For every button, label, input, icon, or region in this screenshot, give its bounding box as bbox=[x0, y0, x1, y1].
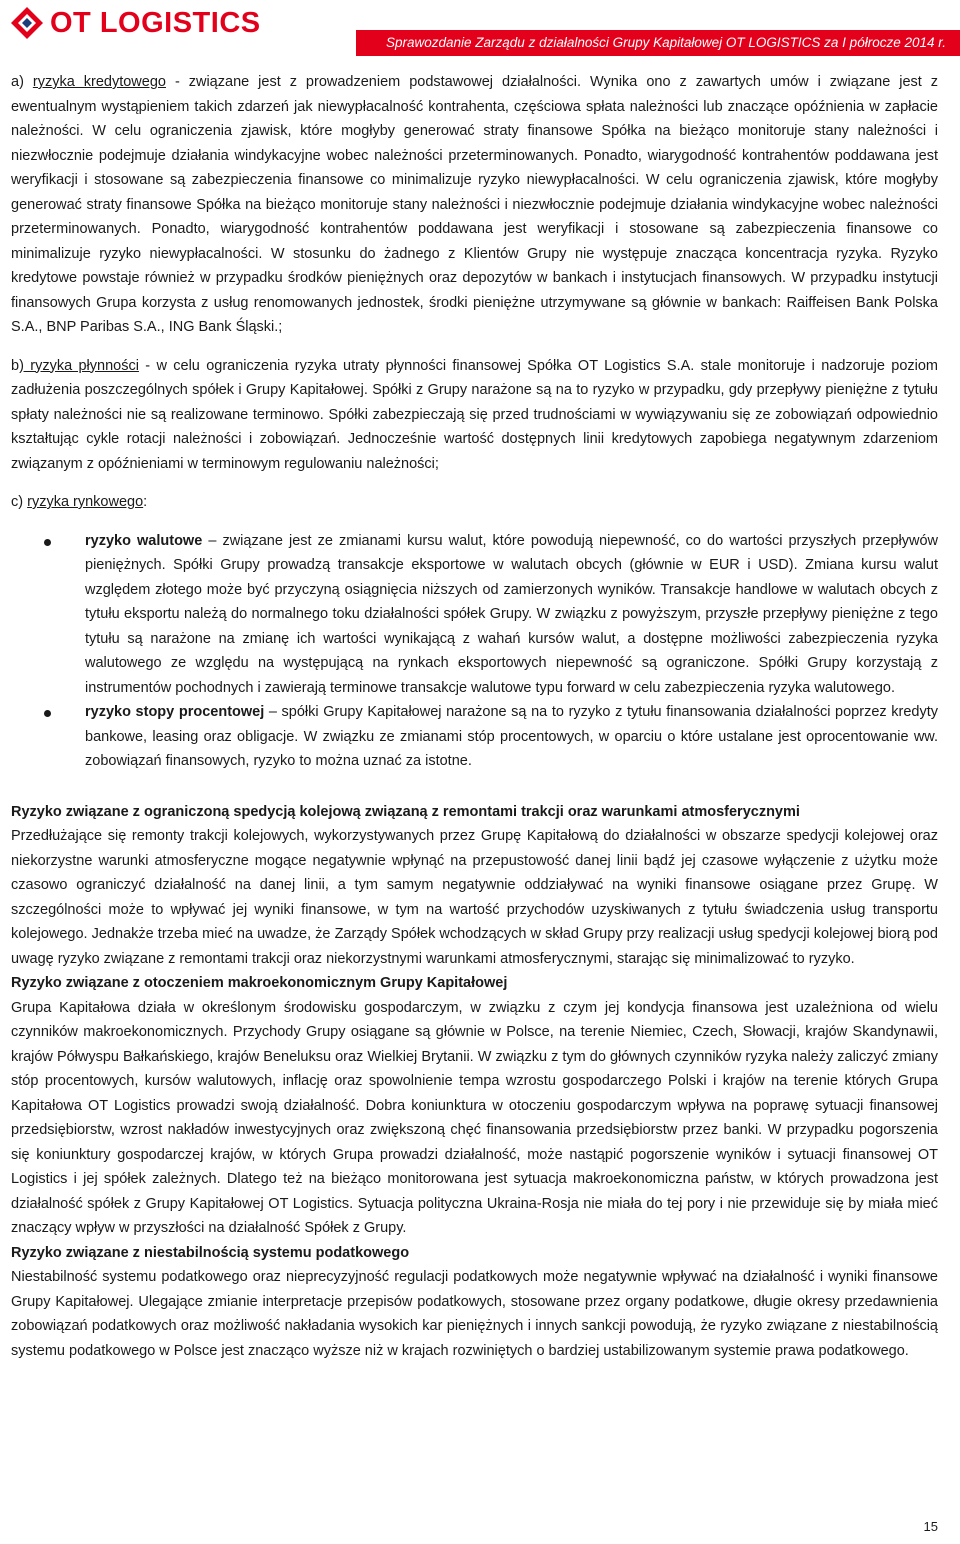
item-prefix: a) bbox=[11, 74, 33, 90]
paragraph-text: - w celu ograniczenia ryzyka utraty płynności finansowej Spółka OT Logistics S.A. stale monitoruje i nadzoruje poziom zadłużenia poszczególnych spółek i Grupy Kapitałowej. Spółki z Grupy narażone są na to ryzyko w przypadku, gdy przepływy pieniężne z tytułu spłaty należności nie są realizowane terminowo. Spółki zabezpieczają się przed trudnościami w wywiązywaniu się ze zobowiązań odpowiednio kształtując cykle rotacji należności i zobowiązań. Jednocześnie wartość dostępnych linii kredytowych zapobiega negatywnym zdarzeniom związanym z opóźnieniami w terminowym regulowaniu należności; bbox=[11, 357, 938, 472]
list-item bbox=[11, 700, 938, 774]
section-heading: Ryzyko związane z ograniczoną spedycją kolejową związaną z remontami trakcji oraz warunkami atmosferycznymi bbox=[11, 803, 800, 820]
section-heading: Ryzyko związane z niestabilnością systemu podatkowego bbox=[11, 1244, 410, 1261]
paragraph-market-risk bbox=[11, 490, 938, 515]
item-suffix: : bbox=[143, 494, 148, 510]
section-heading: Ryzyko związane z otoczeniem makroekonomicznym Grupy Kapitałowej bbox=[11, 975, 508, 991]
paragraph-text: - związane jest z prowadzeniem podstawowej działalności. Wynika ono z zawartych umów i związane jest z ewentualnym wystąpieniem takich zdarzeń jak niewypłacalność kontrahenta, częściowa spłata należności lub znaczące opóźnienia w zapłacie należności. W celu ograniczenia zjawisk, które mogłyby generować straty finansowe Spółka na bieżąco monitoruje stany należności i niezwłocznie podejmuje działania windykacyjne wobec należności przeterminowanych. Ponadto, wiarygodność kontrahentów poddawana jest weryfikacji i stosowane są zabezpieczenia finansowe co minimalizuje ryzyko niewypłacalności. W celu ograniczenia zjawisk, które mogłyby generować straty finansowe Spółka na bieżąco monitoruje stany należności i niezwłocznie podejmuje działania windykacyjne wobec należności przeterminowanych. Ponadto, wiarygodność kontrahentów poddawana jest weryfikacji i stosowane są zabezpieczenia finansowe co minimalizuje ryzyko niewypłacalności. W stosunku do żadnego z Klientów Grupy nie występuje znacząca koncentracja ryzyka. Ryzyko kredytowe powstaje również w przypadku środków pieniężnych oraz depozytów w bankach i instytucjach finansowych. W przypadku instytucji finansowych Grupa korzysta z usług renomowanych jednostek, środki pieniężne utrzymywane są głównie w bankach: Raiffeisen Bank Polska S.A., BNP Paribas S.A., ING Bank Śląski.; bbox=[11, 74, 939, 335]
diamond-logo-icon bbox=[10, 6, 44, 40]
bullet-icon bbox=[44, 710, 51, 717]
page-header bbox=[0, 0, 960, 62]
market-risk-list bbox=[11, 529, 938, 774]
term-credit-risk: ryzyka kredytowego bbox=[32, 74, 166, 90]
bullet-term: ryzyko stopy procentowej bbox=[85, 704, 265, 720]
bullet-text: – związane jest ze zmianami kursu walut, które powodują niepewność, co do wartości przyszłych przepływów pieniężnych. Spółki Grupy prowadzą transakcje eksportowe w walutach obcych (głównie w EUR i USD). Zmiana kursu walut względem złotego może być przyczyną osiągnięcia niższych od zamierzonych wyników. Transakcje handlowe w walutach obcych z tytułu eksportu należą do normalnego toku działalności spółek Grupy. W związku z powyższym, przyszłe przepływy pieniężne z tego tytułu są narażone na zmianę ich wartości wynikającą z wahań kursów walut, a dostępne możliwości zabezpieczenia ryzyka walutowego ze względu na występującą na rynkach eksportowych niepewność są ograniczone. Spółki Grupy korzystają z instrumentów pochodnych i zawierają terminowe transakcje walutowe typu forward w celu zabezpieczenia ryzyka walutowego. bbox=[85, 532, 938, 696]
section-text: Przedłużające się remonty trakcji kolejowych, wykorzystywanych przez Grupę Kapitałową do działalności w obszarze spedycji kolejowej oraz niekorzystne warunki atmosferyczne mogące negatywnie wpłynąć na przepustowość danej linii bądź jej czasowe wyłączenie z użytku może czasowo ograniczyć działalność na danej linii, a tym samym negatywnie oddziaływać na wyniki finansowe osiągane przez Grupę. W szczególności może to wpływać jej wyniki finansowe, w tym na wartość przychodów uzyskiwanych z tytułu świadczenia usług transportu kolejowego. Jednakże trzeba mieć na uwadze, że Zarządy Spółek wchodzących w skład Grupy przy realizacji usług spedycji kolejowej biorą pod uwagę ryzyko związane z remontami trakcji oraz niekorzystnymi warunkami atmosferycznymi, starając się minimalizować to ryzyko. bbox=[11, 828, 938, 967]
paragraph-liquidity-risk bbox=[11, 354, 938, 477]
logo-text: OT LOGISTICS bbox=[50, 7, 261, 39]
section-text: Niestabilność systemu podatkowego oraz nieprecyzyjność regulacji podatkowych może negatywnie wpływać na działalność i wyniki finansowe Grupy Kapitałowej. Ulegające zmianie interpretacje przepisów podatkowych, stosowane przez organy podatkowe, długie okresy przedawnienia zobowiązań podatkowych oraz możliwość nakładania wysokich kar pieniężnych i innych sankcji powodują, że ryzyko związane z niestabilnością systemu podatkowego w Polsce jest znacząco wyższe niż w krajach rozwiniętych o bardziej ustabilizowanym systemie prawa podatkowego. bbox=[11, 1269, 938, 1359]
bullet-text: – spółki Grupy Kapitałowej narażone są na to ryzyko z tytułu finansowania działalności poprzez kredyty bankowe, leasing oraz obligacje. W związku ze zmianami stóp procentowych, w oparciu o które ustalane jest oprocentowanie ww. zobowiązań finansowych, ryzyko to można uznać za istotne. bbox=[85, 704, 938, 769]
report-title: Sprawozdanie Zarządu z działalności Grupy Kapitałowej OT LOGISTICS za I półrocze 2014 r. bbox=[385, 35, 946, 50]
company-logo bbox=[10, 6, 261, 40]
list-item bbox=[11, 529, 938, 701]
document-body bbox=[11, 70, 938, 1363]
bullet-term: ryzyko walutowe bbox=[85, 532, 203, 549]
item-prefix: c) bbox=[11, 494, 28, 510]
page-number: 15 bbox=[923, 1519, 938, 1534]
term-liquidity-risk: ) ryzyka płynności bbox=[19, 357, 139, 374]
bullet-icon bbox=[44, 539, 51, 546]
item-prefix: b bbox=[11, 357, 20, 374]
paragraph-credit-risk bbox=[11, 70, 938, 340]
section-text: Grupa Kapitałowa działa w określonym środowisku gospodarczym, w związku z czym jej kondycja finansowa jest uzależniona od wielu czynników makroekonomicznych. Przychody Grupy osiągane są głównie w Polsce, na terenie Niemiec, Czech, Słowacji, krajów Skandynawii, krajów Półwyspu Bałkańskiego, krajów Beneluksu oraz Wielkiej Brytanii. W związku z tym do głównych czynników ryzyka należy zaliczyć zmiany stóp procentowych, kursów walutowych, inflację oraz spowolnienie tempa wzrostu gospodarczego Polski i krajów na terenie których Grupa Kapitałowa OT Logistics prowadzi swoją działalność. Dobra koniunktura w otoczeniu gospodarczym wpływa na poprawę sytuacji finansowej przedsiębiorstw, wzrost nakładów inwestycyjnych oraz zwiększoną chęć finansowania przedsiębiorstw przez banki. W przypadku pogorszenia się koniunktury gospodarczej krajów, w których Grupa prowadzi działalność, może nastąpić pogorszenie wyników i sytuacji finansowej OT Logistics i jej spółek zależnych. Dlatego też na bieżąco monitorowana jest sytuacja makroekonomiczna państw, w których prowadzona jest działalność spółek z Grupy Kapitałowej OT Logistics. Sytuacja polityczna Ukraina-Rosja nie miała do tej pory i nie przewiduje się by miała mieć znaczący wpływ w przyszłości na działalność Spółek z Grupy. bbox=[11, 999, 938, 1236]
term-market-risk: ryzyka rynkowego bbox=[27, 494, 144, 510]
